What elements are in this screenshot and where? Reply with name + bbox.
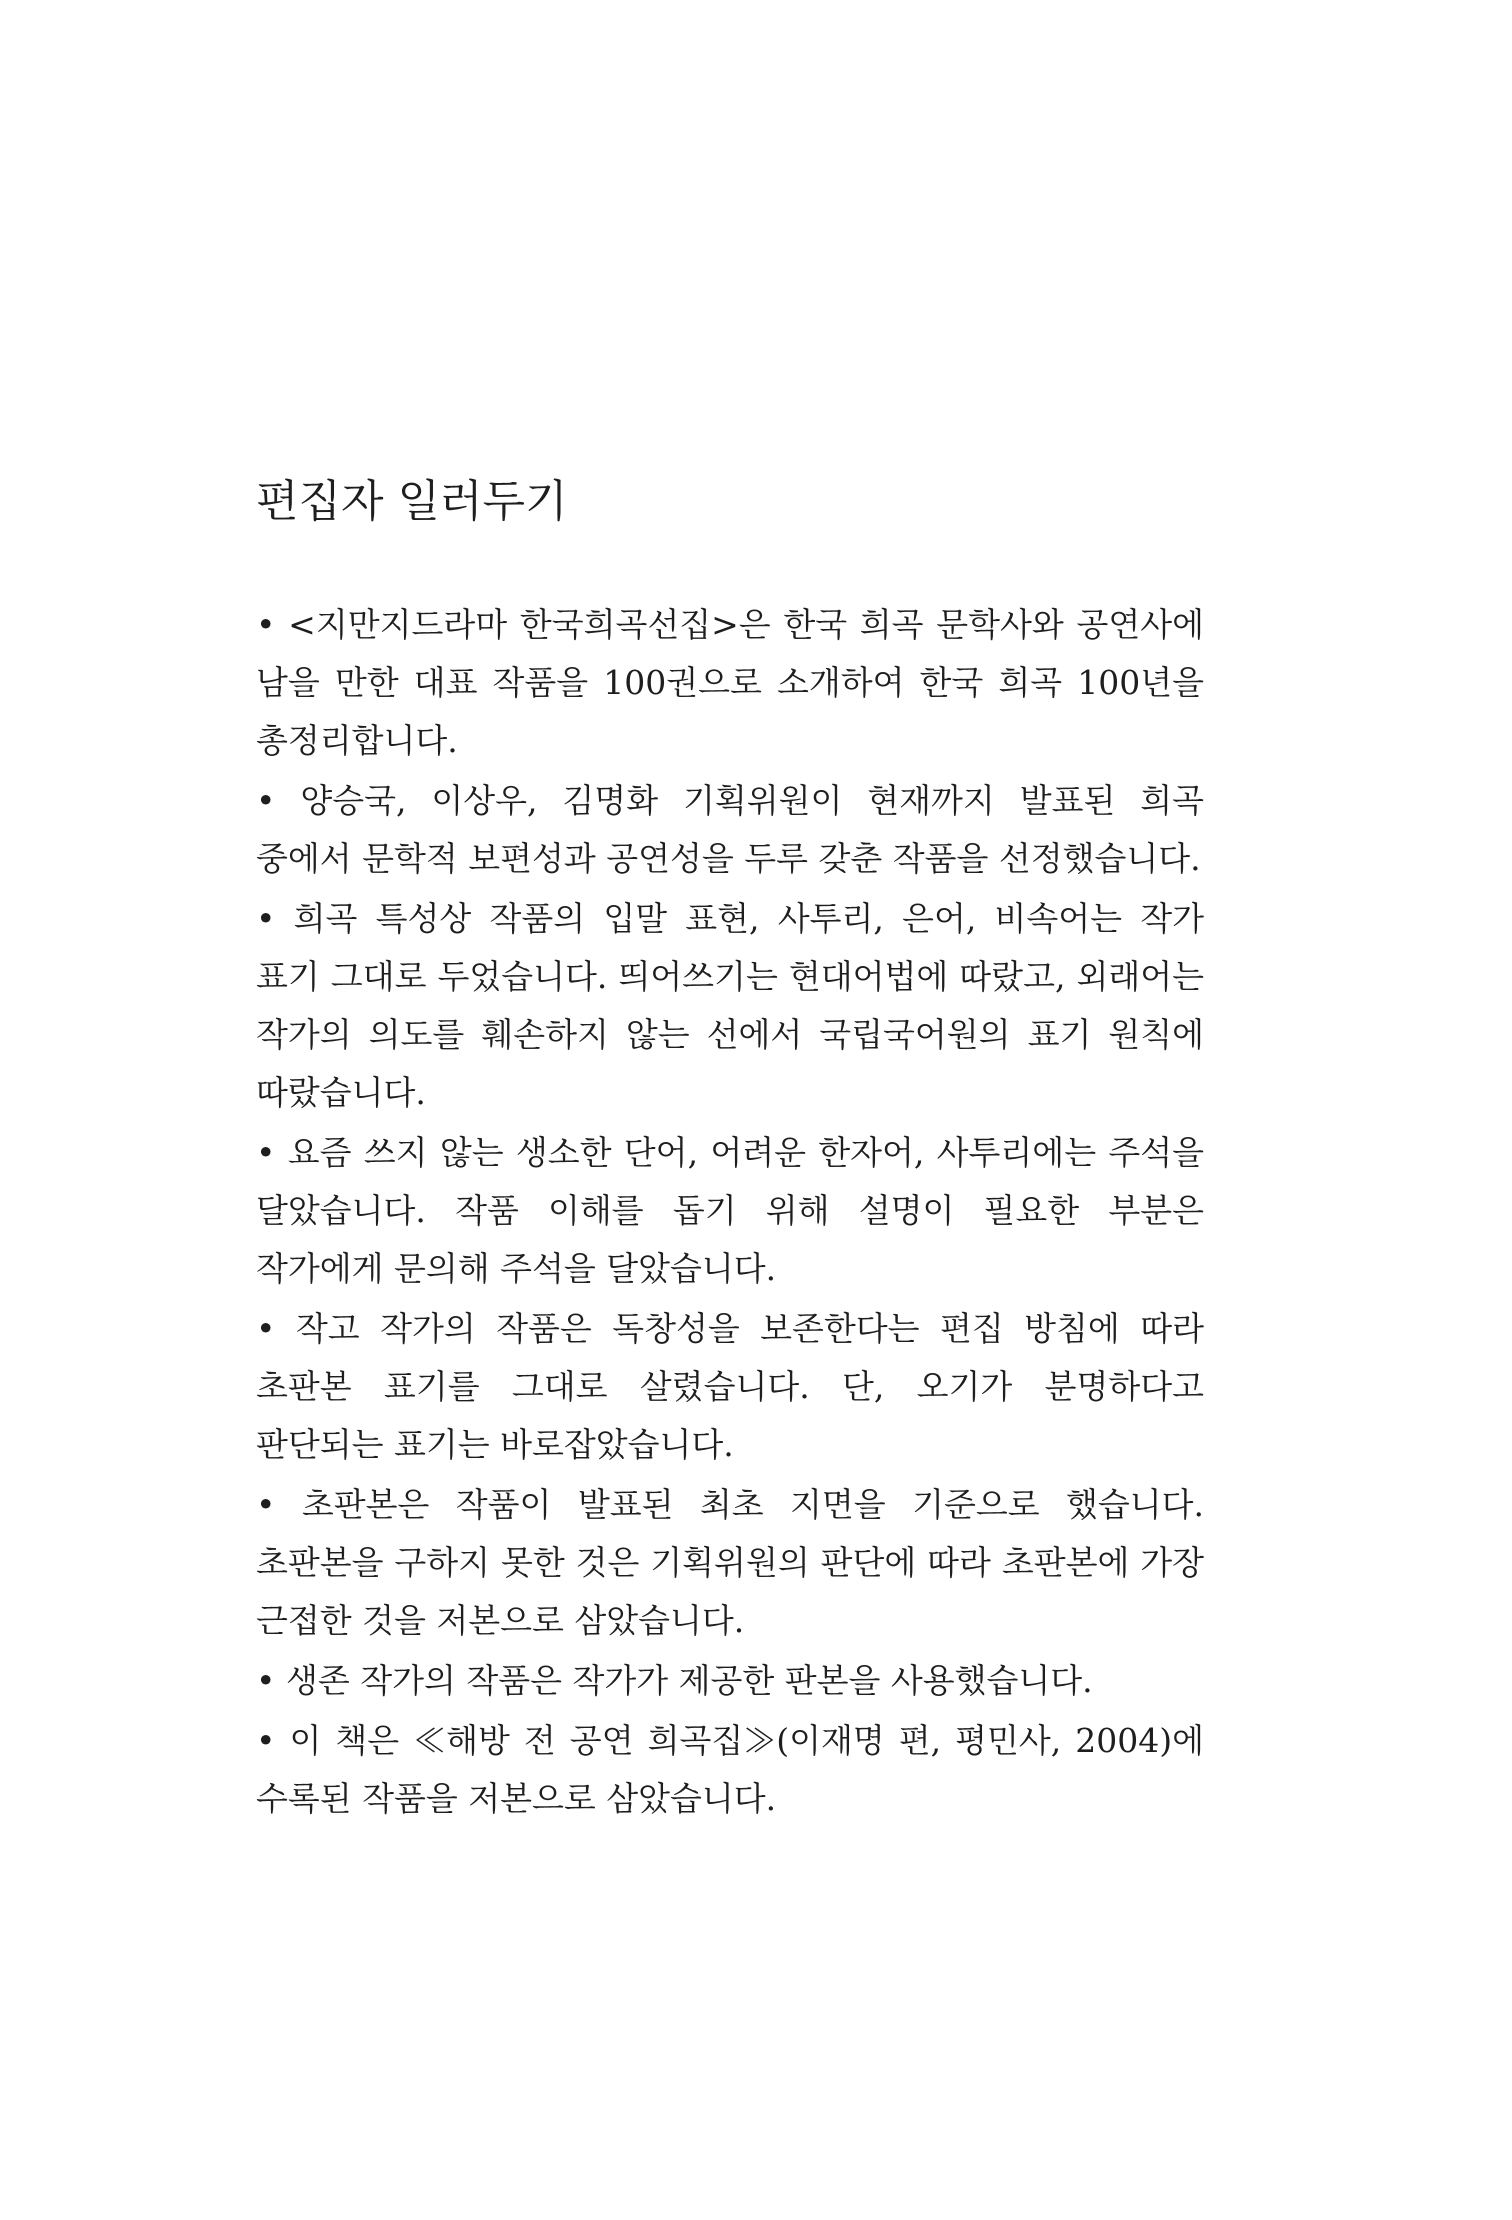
editor-notes-list — [256, 596, 1204, 1830]
note-item: • 작고 작가의 작품은 독창성을 보존한다는 편집 방침에 따라 초판본 표기를 그대로 살렸습니다. 단, 오기가 분명하다고 판단되는 표기는 바로잡았습니다. — [256, 1309, 1204, 1464]
note-item: • 이 책은 ≪해방 전 공연 희곡집≫(이재명 편, 평민사, 2004)에 수록된 작품을 저본으로 삼았습니다. — [256, 1721, 1204, 1818]
note-item: • 희곡 특성상 작품의 입말 표현, 사투리, 은어, 비속어는 작가 표기 그대로 두었습니다. 띄어쓰기는 현대어법에 따랐고, 외래어는 작가의 의도를 훼손하지 않는 선에서 국립국어원의 표기 원칙에 따랐습니다. — [256, 899, 1204, 1112]
note-item: • 요즘 쓰지 않는 생소한 단어, 어려운 한자어, 사투리에는 주석을 달았습니다. 작품 이해를 돕기 위해 설명이 필요한 부분은 작가에게 문의해 주석을 달았습니다. — [256, 1133, 1204, 1288]
note-item: • <지만지드라마 한국희곡선집>은 한국 희곡 문학사와 공연사에 남을 만한 대표 작품을 100권으로 소개하여 한국 희곡 100년을 총정리합니다. — [256, 605, 1204, 760]
note-item: • 초판본은 작품이 발표된 최초 지면을 기준으로 했습니다. 초판본을 구하지 못한 것은 기획위원의 판단에 따라 초판본에 가장 근접한 것을 저본으로 삼았습니다. — [256, 1485, 1204, 1640]
note-item: • 양승국, 이상우, 김명화 기획위원이 현재까지 발표된 희곡 중에서 문학적 보편성과 공연성을 두루 갖춘 작품을 선정했습니다. — [256, 781, 1204, 878]
note-item: • 생존 작가의 작품은 작가가 제공한 판본을 사용했습니다. — [256, 1661, 1093, 1700]
page-title: 편집자 일러두기 — [256, 476, 568, 527]
